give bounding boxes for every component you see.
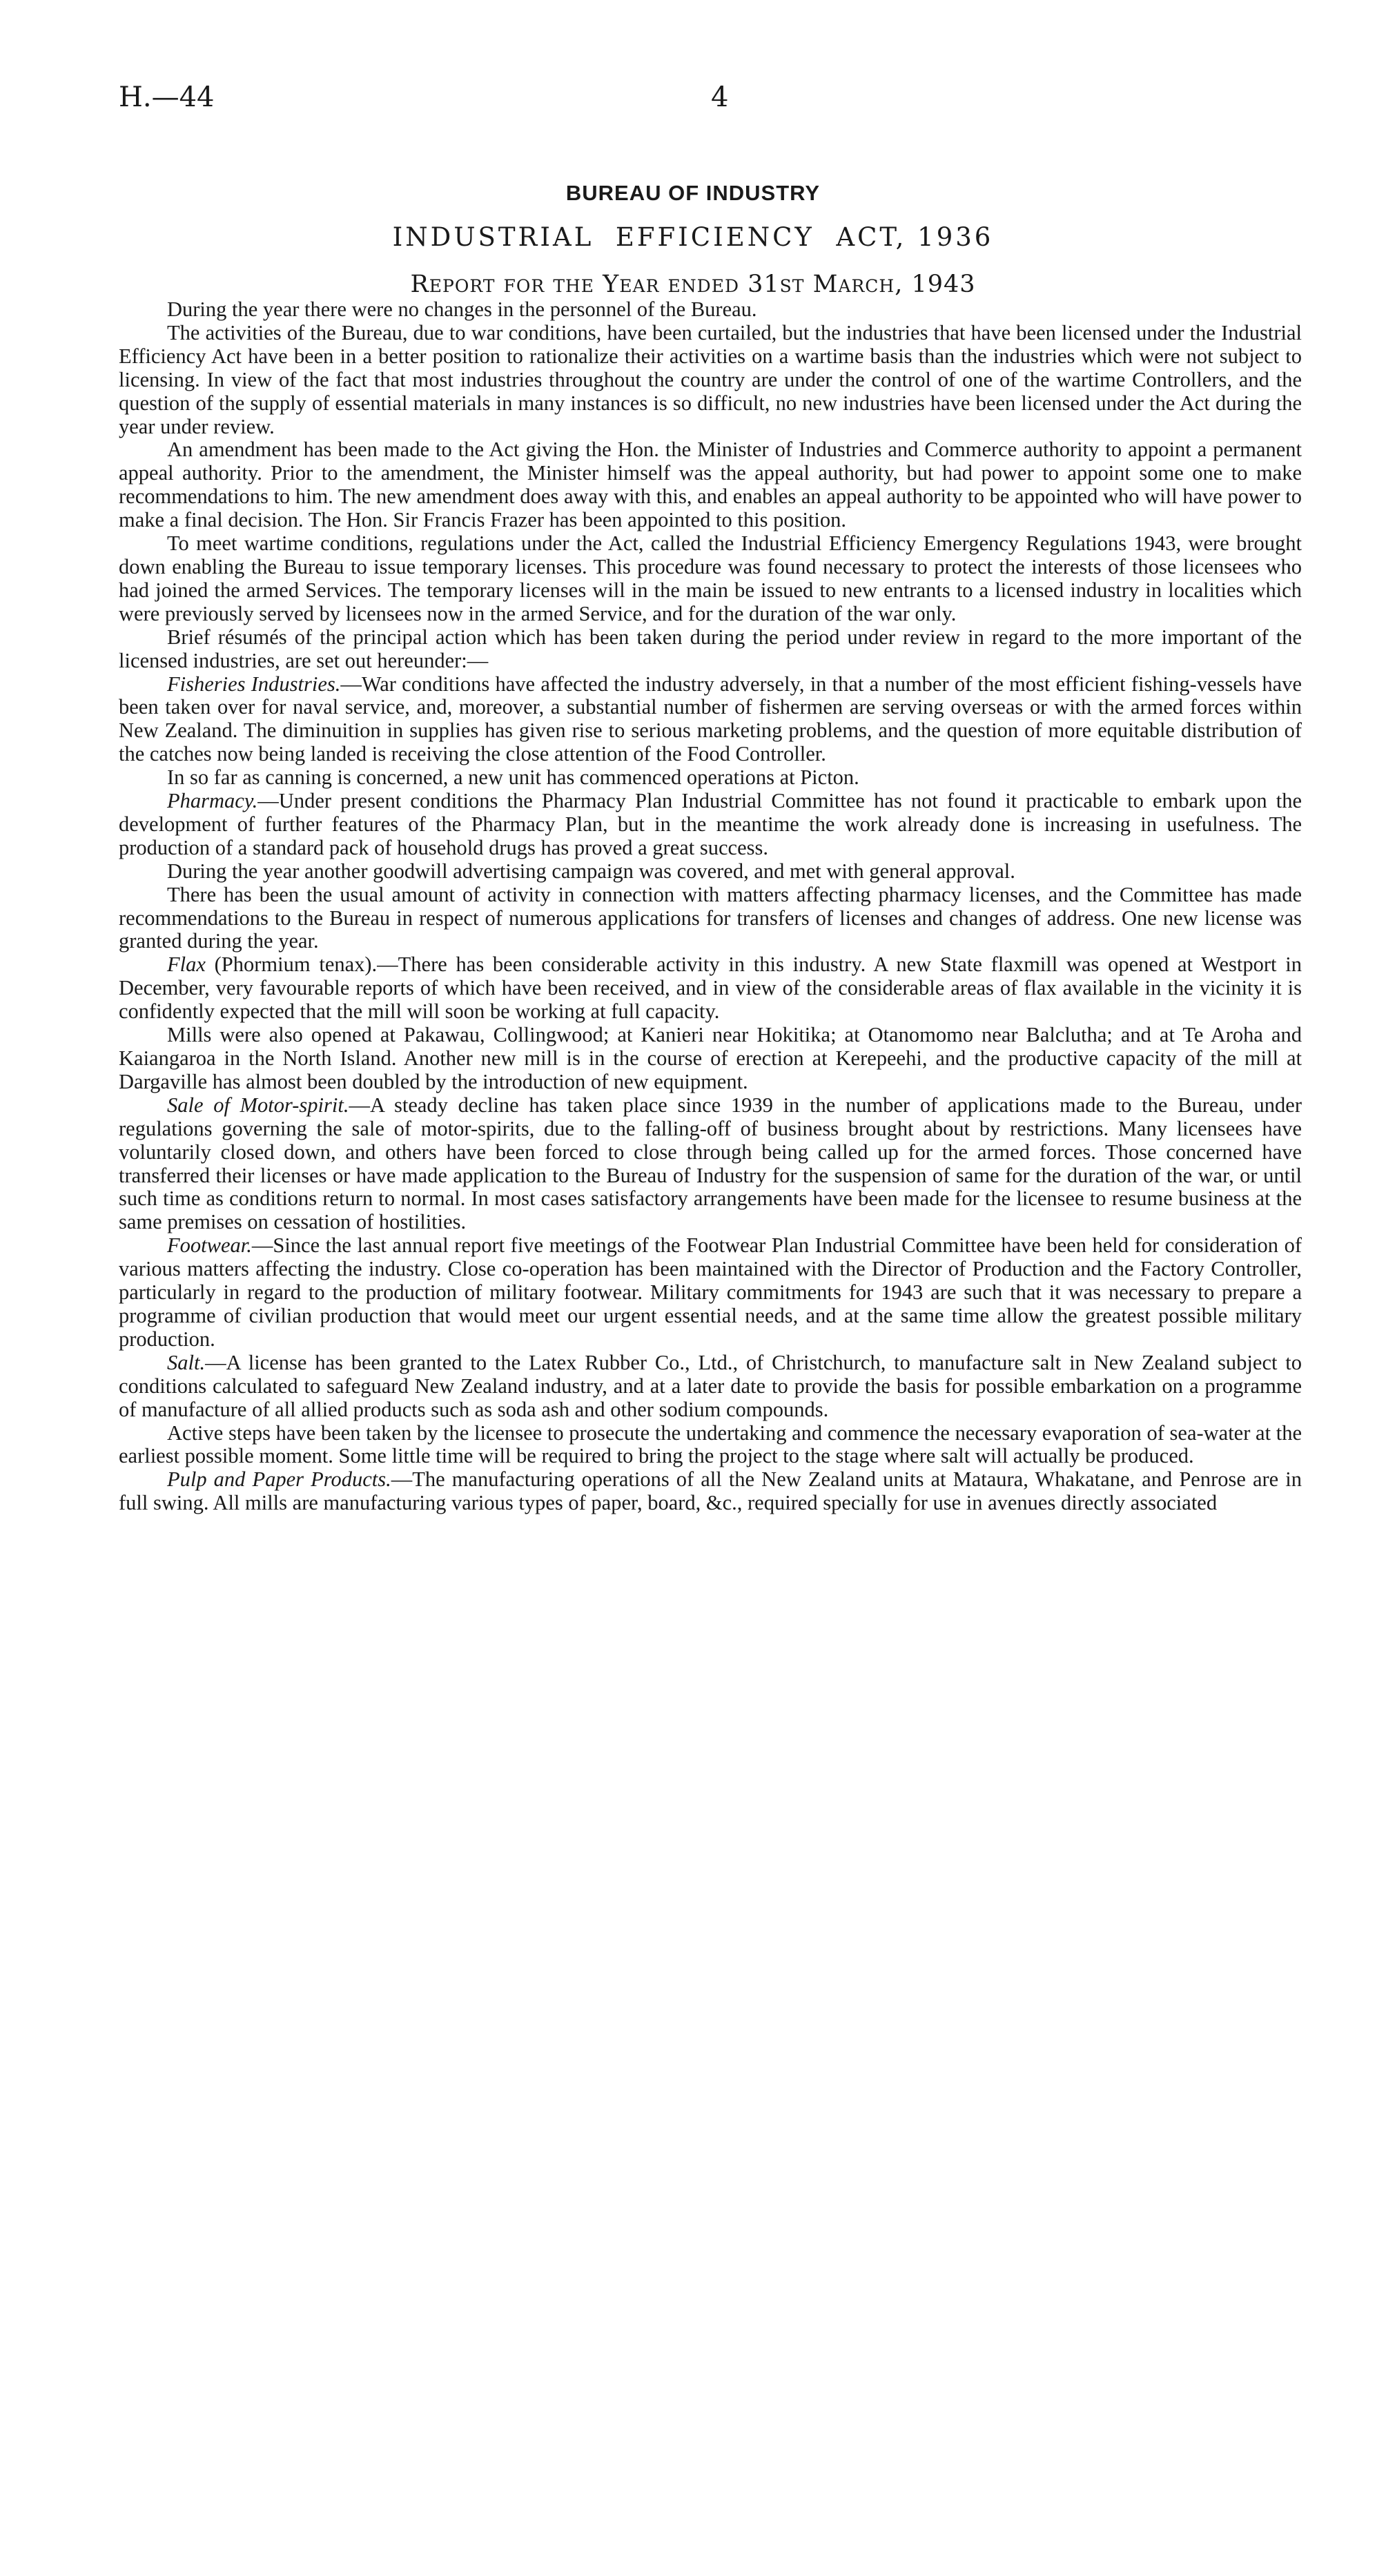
paragraph: [119, 298, 1302, 322]
paragraph-text: Brief résumés of the principal action which has been taken during the period under review in regard to the more important of the licensed industries, are set out hereunder:—: [119, 625, 1302, 672]
paragraph-heading: Flax: [167, 953, 206, 977]
document-reference: H.—44: [119, 81, 215, 113]
paragraph-text: To meet wartime conditions, regulations under the Act, called the Industrial Efficiency Emergency Regulations 1943, were brought down enabling the Bureau to issue temporary licenses. This procedure was found necessary to protect the interests of those licensees who had joined the armed Services. The temporary licenses will in the main be issued to new entrants to a licensed industry in localities which were previously served by licensees now in the armed Service, and for the duration of the war only.: [119, 531, 1302, 625]
paragraph: [119, 673, 1302, 767]
paragraph-text: —A steady decline has taken place since 1939 in the number of applications made to the Bureau, under regulations governing the sale of motor-spirits, due to the falling-off of business brought about by restrictions. Many licensees have voluntarily closed down, and others have been forced to close through being called up for the armed forces. Those concerned have transferred their licenses or have made application to the Bureau of Industry for the suspension of same for the duration of the war, or until such time as conditions return to normal. In most cases satisfactory arrangements have been made for the licensee to resume business at the same premises on cessation of hostilities.: [119, 1093, 1302, 1234]
paragraph-text: During the year another goodwill advertising campaign was covered, and met with general approval.: [167, 859, 1015, 883]
paragraph-heading: Footwear.: [167, 1233, 252, 1258]
paragraph-text: —Since the last annual report five meetings of the Footwear Plan Industrial Committee have been held for consideration of various matters affecting the industry. Close co-operation has been maintained with the Director of Production and the Factory Controller, particularly in regard to the production of military footwear. Military commitments for 1943 are such that it was necessary to prepare a programme of civilian production that would meet our urgent essential needs, and at the same time allow the greatest possible military production.: [119, 1233, 1302, 1351]
paragraph-text: —Under present conditions the Pharmacy Plan Industrial Committee has not found it practicable to embark upon the development of further features of the Pharmacy Plan, but in the meantime the work already done is increasing in usefulness. The production of a standard pack of household drugs has proved a great success.: [119, 789, 1302, 859]
paragraph: [119, 438, 1302, 532]
paragraph-text: —A license has been granted to the Latex Rubber Co., Ltd., of Christchurch, to manufacture salt in New Zealand subject to conditions calculated to safeguard New Zealand industry, and at a later date to provide the basis for possible embarkation on a programme of manufacture of all allied products such as soda ash and other sodium compounds.: [119, 1350, 1302, 1421]
paragraph-heading: Salt.: [167, 1350, 206, 1374]
paragraph-text: The activities of the Bureau, due to war conditions, have been curtailed, but the industries that have been licensed under the Industrial Efficiency Act have been in a better position to rationalize their activities on a wartime basis than the industries which were not subject to licensing. In view of the fact that most industries throughout the country are under the control of one of the wartime Controllers, and the question of the supply of essential materials in many instances is so difficult, no new industries have been licensed under the Act during the year under review.: [119, 320, 1302, 438]
paragraph: [119, 1352, 1302, 1422]
paragraph: [119, 626, 1302, 673]
paragraph: [119, 953, 1302, 1024]
paragraph: [119, 766, 1302, 790]
report-body: [119, 298, 1302, 1515]
paragraph: [119, 532, 1302, 626]
paragraph: [119, 1234, 1302, 1352]
paragraph: [119, 1468, 1302, 1515]
paragraph-text: Mills were also opened at Pakawau, Collingwood; at Kanieri near Hokitika; at Otanomomo near Balclutha; and at Te Aroha and Kaiangaroa in the North Island. Another new mill is in the course of erection at Kerepeehi, and the productive capacity of the mill at Dargaville has almost been doubled by the introduction of new equipment.: [119, 1023, 1302, 1093]
paragraph-text: An amendment has been made to the Act giving the Hon. the Minister of Industries and Commerce authority to appoint a permanent appeal authority. Prior to the amendment, the Minister himself was the appeal authority, but had power to appoint some one to make recommendations to him. The new amendment does away with this, and enables an appeal authority to be appointed who will have power to make a final decision. The Hon. Sir Francis Frazer has been appointed to this position.: [119, 438, 1302, 532]
paragraph-heading: Pulp and Paper Products.: [167, 1467, 391, 1492]
paragraph: [119, 322, 1302, 439]
paragraph-heading: Fisheries Industries.: [167, 672, 341, 696]
paragraph-heading: Sale of Motor-spirit.: [167, 1093, 349, 1117]
paragraph: [119, 1094, 1302, 1234]
page-number: 4: [711, 81, 729, 113]
paragraph-text: Active steps have been taken by the licensee to prosecute the undertaking and commence the necessary evaporation of sea-water at the earliest possible moment. Some little time will be required to bring the project to the stage where salt will actually be produced.: [119, 1421, 1302, 1468]
bureau-heading: BUREAU OF INDUSTRY: [565, 181, 821, 205]
paragraph: [119, 884, 1302, 954]
paragraph-text: In so far as canning is concerned, a new unit has commenced operations at Picton.: [167, 765, 859, 790]
paragraph: [119, 1422, 1302, 1469]
paragraph-text: —The manufacturing operations of all the New Zealand units at Mataura, Whakatane, and Penrose are in full swing. All mills are manufacturing various types of paper, board, &c., required specially for use in avenues directly associated: [119, 1467, 1302, 1515]
paragraph: [119, 790, 1302, 860]
paragraph-text: During the year there were no changes in the personnel of the Bureau.: [167, 297, 757, 321]
paragraph-text: There has been the usual amount of activity in connection with matters affecting pharmacy licenses, and the Committee has made recommendations to the Bureau in respect of numerous applications for transfers of licenses and changes of address. One new license was granted during the year.: [119, 882, 1302, 953]
paragraph: [119, 860, 1302, 884]
act-heading: INDUSTRIAL EFFICIENCY ACT, 1936: [392, 222, 994, 252]
paragraph: [119, 1024, 1302, 1094]
paragraph-text: —War conditions have affected the industry adversely, in that a number of the most efficient fishing-vessels have been taken over for naval service, and, moreover, a substantial number of fishermen are serving overseas or with the armed forces within New Zealand. The diminuition in supplies has given rise to serious marketing problems, and the question of more equitable distribution of the catches now being landed is receiving the close attention of the Food Controller.: [119, 672, 1302, 766]
paragraph-heading: Pharmacy.: [167, 789, 258, 813]
paragraph-text: (Phormium tenax).—There has been considerable activity in this industry. A new State flaxmill was opened at Westport in December, very favourable reports of which have been received, and in view of the considerable areas of flax available in the vicinity it is confidently expected that the mill will soon be working at full capacity.: [119, 953, 1302, 1024]
report-subheading: Report for the Year ended 31st March, 1943: [410, 271, 976, 298]
